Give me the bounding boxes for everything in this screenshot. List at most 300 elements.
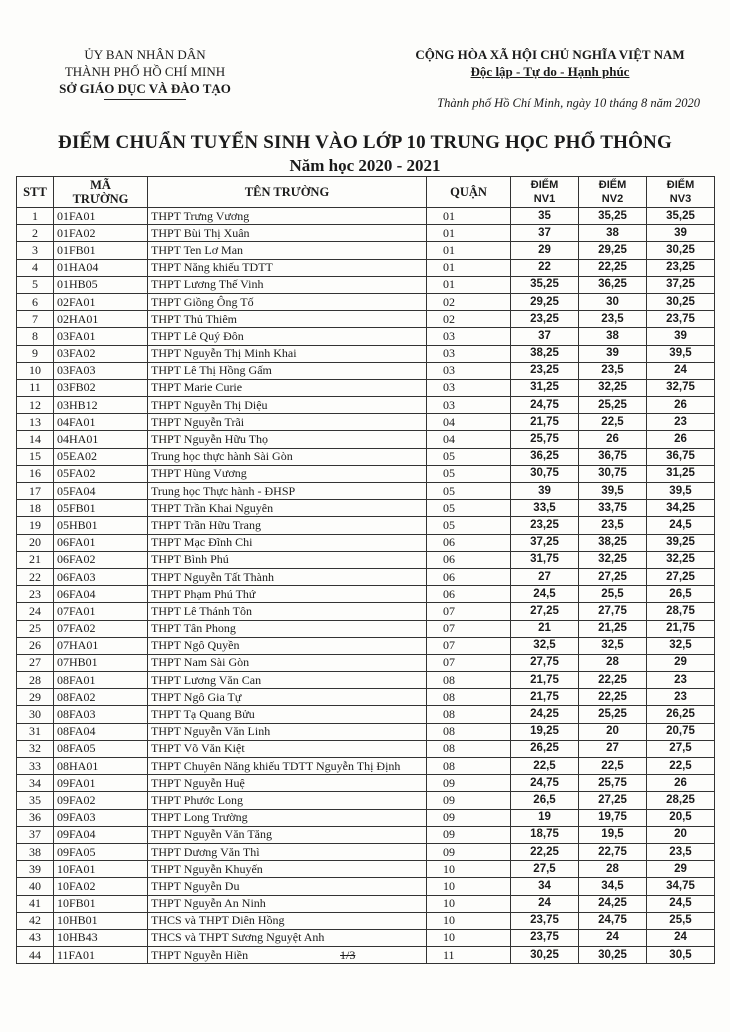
cell-school-code: 07HA01	[54, 637, 148, 654]
cell-district: 03	[427, 328, 511, 345]
cell-stt: 41	[17, 895, 54, 912]
cell-school-name: THPT Nam Sài Gòn	[148, 654, 427, 671]
cell-school-code: 10FA02	[54, 878, 148, 895]
header-code	[54, 177, 148, 208]
cell-school-name: THPT Nguyễn Văn Linh	[148, 723, 427, 740]
header-nv2-line-1: ĐIỂM	[598, 179, 627, 191]
cell-school-name: Trung học thực hành Sài Gòn	[148, 448, 427, 465]
header-nv2-line-2: NV2	[601, 193, 624, 205]
cell-score-nv1: 35,25	[511, 276, 579, 293]
cell-district: 07	[427, 603, 511, 620]
table-row	[17, 740, 715, 757]
cell-score-nv1: 24,75	[511, 397, 579, 414]
cell-score-nv1: 24,5	[511, 586, 579, 603]
cell-stt: 34	[17, 775, 54, 792]
document-title: ĐIỂM CHUẨN TUYỂN SINH VÀO LỚP 10 TRUNG HỌC PHỔ THÔNG	[58, 132, 672, 153]
cell-district: 05	[427, 500, 511, 517]
cell-district: 09	[427, 826, 511, 843]
cell-score-nv2: 21,25	[579, 620, 647, 637]
cell-stt: 32	[17, 740, 54, 757]
cell-school-name: THPT Dương Văn Thì	[148, 843, 427, 860]
cell-score-nv3: 30,25	[647, 242, 715, 259]
cell-score-nv3: 31,25	[647, 465, 715, 482]
cell-district: 03	[427, 379, 511, 396]
cell-stt: 25	[17, 620, 54, 637]
cell-score-nv1: 23,25	[511, 362, 579, 379]
cell-stt: 42	[17, 912, 54, 929]
issuer-line-2: THÀNH PHỐ HỒ CHÍ MINH	[64, 64, 226, 79]
cell-school-name: THPT Năng khiếu TDTT	[148, 259, 427, 276]
issuer-line-1: ỦY BAN NHÂN DÂN	[84, 47, 206, 62]
table-row	[17, 328, 715, 345]
cell-score-nv2: 22,25	[579, 672, 647, 689]
cell-score-nv3: 39	[647, 328, 715, 345]
table-row	[17, 259, 715, 276]
cell-district: 10	[427, 878, 511, 895]
cell-score-nv3: 24,5	[647, 517, 715, 534]
cell-score-nv3: 20,75	[647, 723, 715, 740]
cell-school-code: 09FA02	[54, 792, 148, 809]
cell-score-nv2: 22,25	[579, 689, 647, 706]
cell-school-code: 08FA04	[54, 723, 148, 740]
cell-district: 05	[427, 448, 511, 465]
cell-district: 09	[427, 809, 511, 826]
national-motto-block	[400, 46, 700, 80]
cell-district: 03	[427, 397, 511, 414]
cell-district: 07	[427, 637, 511, 654]
cell-score-nv1: 19,25	[511, 723, 579, 740]
cell-school-name: THCS và THPT Diên Hồng	[148, 912, 427, 929]
header-nv1	[511, 177, 579, 208]
cell-score-nv1: 34	[511, 878, 579, 895]
cell-school-name: THPT Nguyễn Tất Thành	[148, 568, 427, 585]
cell-score-nv3: 34,75	[647, 878, 715, 895]
cell-score-nv3: 22,5	[647, 758, 715, 775]
cell-score-nv3: 23,75	[647, 311, 715, 328]
cell-district: 10	[427, 912, 511, 929]
cell-school-name: THPT Nguyễn An Ninh	[148, 895, 427, 912]
cell-school-name: THPT Thủ Thiêm	[148, 311, 427, 328]
cell-stt: 20	[17, 534, 54, 551]
cell-score-nv2: 25,25	[579, 706, 647, 723]
cell-score-nv2: 23,5	[579, 517, 647, 534]
cell-score-nv2: 32,25	[579, 551, 647, 568]
cell-score-nv3: 35,25	[647, 208, 715, 225]
cell-school-code: 07HB01	[54, 654, 148, 671]
cell-school-code: 02FA01	[54, 293, 148, 310]
cell-score-nv3: 39,25	[647, 534, 715, 551]
cell-score-nv2: 26	[579, 431, 647, 448]
cell-stt: 12	[17, 397, 54, 414]
cell-score-nv3: 28,75	[647, 603, 715, 620]
cell-score-nv2: 27,25	[579, 792, 647, 809]
cell-school-name: THPT Nguyễn Huệ	[148, 775, 427, 792]
cell-school-code: 03HB12	[54, 397, 148, 414]
cell-stt: 28	[17, 672, 54, 689]
cell-score-nv1: 37	[511, 225, 579, 242]
table-row	[17, 500, 715, 517]
cell-school-name: THPT Giồng Ông Tố	[148, 293, 427, 310]
cell-stt: 36	[17, 809, 54, 826]
cell-score-nv3: 30,5	[647, 947, 715, 964]
cell-score-nv2: 25,5	[579, 586, 647, 603]
table-row	[17, 483, 715, 500]
cell-school-name: THPT Lê Quý Đôn	[148, 328, 427, 345]
cell-school-name: THPT Bùi Thị Xuân	[148, 225, 427, 242]
cell-district: 08	[427, 672, 511, 689]
cell-score-nv2: 28	[579, 861, 647, 878]
cell-school-name: THPT Phước Long	[148, 792, 427, 809]
cell-score-nv3: 29	[647, 861, 715, 878]
cell-score-nv1: 37	[511, 328, 579, 345]
cell-score-nv2: 25,75	[579, 775, 647, 792]
cell-score-nv2: 38	[579, 328, 647, 345]
cell-score-nv1: 18,75	[511, 826, 579, 843]
cell-score-nv2: 34,5	[579, 878, 647, 895]
cell-score-nv3: 24	[647, 929, 715, 946]
cell-district: 04	[427, 414, 511, 431]
cell-stt: 14	[17, 431, 54, 448]
cell-school-code: 10HB01	[54, 912, 148, 929]
cell-school-code: 10HB43	[54, 929, 148, 946]
cell-score-nv1: 22,25	[511, 843, 579, 860]
cell-score-nv2: 22,5	[579, 414, 647, 431]
cell-score-nv1: 25,75	[511, 431, 579, 448]
cell-school-name: THPT Võ Văn Kiệt	[148, 740, 427, 757]
header-nv3-line-1: ĐIỂM	[666, 179, 695, 191]
cell-school-code: 05FA02	[54, 465, 148, 482]
cell-score-nv1: 27,5	[511, 861, 579, 878]
cell-score-nv3: 23	[647, 414, 715, 431]
cell-score-nv1: 21,75	[511, 672, 579, 689]
table-row	[17, 706, 715, 723]
cell-score-nv1: 23,75	[511, 912, 579, 929]
cell-school-code: 08FA05	[54, 740, 148, 757]
table-row	[17, 345, 715, 362]
cell-score-nv3: 34,25	[647, 500, 715, 517]
cell-score-nv1: 23,25	[511, 517, 579, 534]
cell-score-nv3: 21,75	[647, 620, 715, 637]
header-nv2	[579, 177, 647, 208]
cell-district: 01	[427, 276, 511, 293]
table-row	[17, 758, 715, 775]
cell-school-name: THPT Trần Hữu Trang	[148, 517, 427, 534]
cell-score-nv1: 24	[511, 895, 579, 912]
cell-score-nv2: 22,75	[579, 843, 647, 860]
cell-school-name: THPT Chuyên Năng khiếu TDTT Nguyễn Thị Định	[148, 758, 427, 775]
cell-score-nv2: 35,25	[579, 208, 647, 225]
cell-score-nv3: 23	[647, 672, 715, 689]
table-row	[17, 620, 715, 637]
cell-district: 06	[427, 551, 511, 568]
cell-stt: 4	[17, 259, 54, 276]
cell-score-nv1: 24,25	[511, 706, 579, 723]
cell-school-name: THPT Ten Lơ Man	[148, 242, 427, 259]
cell-score-nv2: 30	[579, 293, 647, 310]
cell-district: 06	[427, 586, 511, 603]
cell-school-name: THPT Nguyễn Thị Minh Khai	[148, 345, 427, 362]
table-row	[17, 843, 715, 860]
table-row	[17, 431, 715, 448]
cell-school-name: THPT Ngô Quyền	[148, 637, 427, 654]
cell-score-nv1: 29,25	[511, 293, 579, 310]
cell-district: 07	[427, 654, 511, 671]
cell-score-nv3: 23,25	[647, 259, 715, 276]
cell-score-nv3: 26	[647, 397, 715, 414]
cell-district: 08	[427, 758, 511, 775]
cell-stt: 7	[17, 311, 54, 328]
table-row	[17, 672, 715, 689]
cell-stt: 3	[17, 242, 54, 259]
cell-school-name: THPT Lê Thánh Tôn	[148, 603, 427, 620]
cell-score-nv2: 30,75	[579, 465, 647, 482]
cell-stt: 29	[17, 689, 54, 706]
cell-score-nv1: 24,75	[511, 775, 579, 792]
cell-school-name: THPT Long Trường	[148, 809, 427, 826]
cell-district: 11	[427, 947, 511, 964]
table-row	[17, 362, 715, 379]
cell-stt: 37	[17, 826, 54, 843]
cell-school-name: THCS và THPT Sương Nguyệt Anh	[148, 929, 427, 946]
score-table	[16, 176, 715, 964]
cell-score-nv3: 26	[647, 431, 715, 448]
table-row	[17, 809, 715, 826]
cell-score-nv1: 30,75	[511, 465, 579, 482]
cell-score-nv1: 35	[511, 208, 579, 225]
cell-school-code: 03FA03	[54, 362, 148, 379]
table-row	[17, 397, 715, 414]
cell-school-code: 05FA04	[54, 483, 148, 500]
cell-stt: 16	[17, 465, 54, 482]
cell-score-nv1: 26,25	[511, 740, 579, 757]
cell-school-name: THPT Nguyễn Thị Diệu	[148, 397, 427, 414]
table-row	[17, 517, 715, 534]
cell-score-nv3: 32,25	[647, 551, 715, 568]
cell-district: 03	[427, 345, 511, 362]
cell-school-name: THPT Tạ Quang Bửu	[148, 706, 427, 723]
cell-school-code: 01FA02	[54, 225, 148, 242]
cell-score-nv3: 39,5	[647, 483, 715, 500]
page-number: 1/3	[340, 948, 356, 962]
cell-score-nv1: 32,5	[511, 637, 579, 654]
cell-school-code: 06FA02	[54, 551, 148, 568]
cell-school-code: 08HA01	[54, 758, 148, 775]
cell-score-nv2: 28	[579, 654, 647, 671]
cell-score-nv1: 21,75	[511, 414, 579, 431]
table-row	[17, 242, 715, 259]
cell-school-name: THPT Phạm Phú Thứ	[148, 586, 427, 603]
national-name: CỘNG HÒA XÃ HỘI CHỦ NGHĨA VIỆT NAM	[415, 47, 685, 62]
cell-stt: 30	[17, 706, 54, 723]
cell-district: 06	[427, 534, 511, 551]
cell-stt: 6	[17, 293, 54, 310]
cell-score-nv3: 32,75	[647, 379, 715, 396]
cell-score-nv2: 24	[579, 929, 647, 946]
cell-score-nv2: 32,25	[579, 379, 647, 396]
cell-stt: 24	[17, 603, 54, 620]
cell-school-name: THPT Ngô Gia Tự	[148, 689, 427, 706]
cell-score-nv1: 21	[511, 620, 579, 637]
cell-district: 01	[427, 242, 511, 259]
cell-score-nv2: 20	[579, 723, 647, 740]
table-row	[17, 637, 715, 654]
cell-district: 05	[427, 483, 511, 500]
cell-district: 08	[427, 706, 511, 723]
table-row	[17, 586, 715, 603]
cell-score-nv1: 29	[511, 242, 579, 259]
cell-district: 10	[427, 929, 511, 946]
cell-stt: 22	[17, 568, 54, 585]
cell-score-nv2: 24,25	[579, 895, 647, 912]
cell-score-nv2: 39	[579, 345, 647, 362]
cell-district: 05	[427, 517, 511, 534]
cell-district: 08	[427, 723, 511, 740]
cell-score-nv3: 24,5	[647, 895, 715, 912]
cell-score-nv3: 20	[647, 826, 715, 843]
cell-stt: 15	[17, 448, 54, 465]
cell-school-code: 09FA04	[54, 826, 148, 843]
cell-school-code: 07FA02	[54, 620, 148, 637]
cell-score-nv1: 19	[511, 809, 579, 826]
table-row	[17, 826, 715, 843]
score-table-header	[17, 177, 715, 208]
cell-score-nv2: 39,5	[579, 483, 647, 500]
cell-stt: 5	[17, 276, 54, 293]
cell-district: 09	[427, 775, 511, 792]
cell-school-code: 03FB02	[54, 379, 148, 396]
dateline: Thành phố Hồ Chí Minh, ngày 10 tháng 8 năm 2020	[437, 96, 700, 110]
cell-score-nv2: 38,25	[579, 534, 647, 551]
cell-score-nv3: 20,5	[647, 809, 715, 826]
table-row	[17, 912, 715, 929]
cell-score-nv3: 27,5	[647, 740, 715, 757]
cell-score-nv1: 26,5	[511, 792, 579, 809]
cell-school-name: THPT Lương Văn Can	[148, 672, 427, 689]
cell-district: 02	[427, 311, 511, 328]
cell-score-nv1: 27	[511, 568, 579, 585]
cell-school-name: THPT Lê Thị Hồng Gấm	[148, 362, 427, 379]
cell-school-code: 08FA01	[54, 672, 148, 689]
cell-school-code: 04HA01	[54, 431, 148, 448]
cell-school-code: 08FA03	[54, 706, 148, 723]
cell-score-nv1: 22	[511, 259, 579, 276]
header-code-line-2: TRƯỜNG	[72, 192, 129, 206]
cell-district: 01	[427, 259, 511, 276]
cell-score-nv1: 23,25	[511, 311, 579, 328]
cell-stt: 31	[17, 723, 54, 740]
cell-school-name: THPT Marie Curie	[148, 379, 427, 396]
cell-score-nv2: 22,5	[579, 758, 647, 775]
cell-stt: 38	[17, 843, 54, 860]
table-row	[17, 947, 715, 964]
table-row	[17, 534, 715, 551]
cell-score-nv1: 37,25	[511, 534, 579, 551]
cell-stt: 26	[17, 637, 54, 654]
cell-stt: 13	[17, 414, 54, 431]
cell-stt: 40	[17, 878, 54, 895]
cell-score-nv2: 24,75	[579, 912, 647, 929]
cell-score-nv2: 22,25	[579, 259, 647, 276]
header-nv1-line-2: NV1	[533, 193, 556, 205]
cell-score-nv2: 23,5	[579, 311, 647, 328]
cell-score-nv3: 26,25	[647, 706, 715, 723]
cell-score-nv2: 27,25	[579, 568, 647, 585]
cell-score-nv3: 26	[647, 775, 715, 792]
cell-score-nv3: 23	[647, 689, 715, 706]
cell-score-nv3: 32,5	[647, 637, 715, 654]
cell-score-nv2: 19,75	[579, 809, 647, 826]
cell-score-nv3: 39,5	[647, 345, 715, 362]
header-nv1-line-1: ĐIỂM	[530, 179, 559, 191]
cell-district: 04	[427, 431, 511, 448]
cell-score-nv1: 21,75	[511, 689, 579, 706]
issuer-underline	[104, 99, 186, 100]
cell-district: 03	[427, 362, 511, 379]
cell-stt: 39	[17, 861, 54, 878]
cell-school-code: 01FA01	[54, 208, 148, 225]
table-row	[17, 414, 715, 431]
table-row	[17, 225, 715, 242]
cell-district: 01	[427, 225, 511, 242]
table-row	[17, 208, 715, 225]
table-row	[17, 861, 715, 878]
cell-stt: 10	[17, 362, 54, 379]
table-row	[17, 276, 715, 293]
cell-score-nv2: 25,25	[579, 397, 647, 414]
issuer-line-3: SỞ GIÁO DỤC VÀ ĐÀO TẠO	[59, 81, 231, 96]
cell-score-nv2: 29,25	[579, 242, 647, 259]
cell-school-code: 09FA05	[54, 843, 148, 860]
cell-school-code: 05EA02	[54, 448, 148, 465]
cell-stt: 33	[17, 758, 54, 775]
cell-score-nv3: 25,5	[647, 912, 715, 929]
cell-school-name: THPT Mạc Đĩnh Chi	[148, 534, 427, 551]
table-row	[17, 311, 715, 328]
cell-score-nv3: 24	[647, 362, 715, 379]
cell-stt: 18	[17, 500, 54, 517]
cell-score-nv1: 27,25	[511, 603, 579, 620]
cell-score-nv3: 27,25	[647, 568, 715, 585]
cell-score-nv2: 23,5	[579, 362, 647, 379]
issuer-block	[30, 46, 260, 100]
table-row	[17, 929, 715, 946]
cell-district: 10	[427, 895, 511, 912]
cell-score-nv2: 33,75	[579, 500, 647, 517]
cell-school-name: THPT Tân Phong	[148, 620, 427, 637]
cell-score-nv2: 27	[579, 740, 647, 757]
cell-score-nv1: 38,25	[511, 345, 579, 362]
cell-school-name: THPT Hùng Vương	[148, 465, 427, 482]
cell-stt: 17	[17, 483, 54, 500]
cell-score-nv2: 32,5	[579, 637, 647, 654]
cell-school-name: THPT Trưng Vương	[148, 208, 427, 225]
header-stt: STT	[17, 177, 54, 208]
cell-school-code: 09FA01	[54, 775, 148, 792]
cell-stt: 2	[17, 225, 54, 242]
cell-school-code: 02HA01	[54, 311, 148, 328]
table-row	[17, 551, 715, 568]
cell-score-nv1: 22,5	[511, 758, 579, 775]
cell-school-code: 06FA04	[54, 586, 148, 603]
cell-school-name: THPT Nguyễn Khuyến	[148, 861, 427, 878]
cell-school-name: THPT Nguyễn Du	[148, 878, 427, 895]
cell-score-nv2: 36,75	[579, 448, 647, 465]
cell-school-code: 01HB05	[54, 276, 148, 293]
cell-score-nv1: 31,75	[511, 551, 579, 568]
table-row	[17, 895, 715, 912]
cell-score-nv2: 19,5	[579, 826, 647, 843]
table-row	[17, 792, 715, 809]
